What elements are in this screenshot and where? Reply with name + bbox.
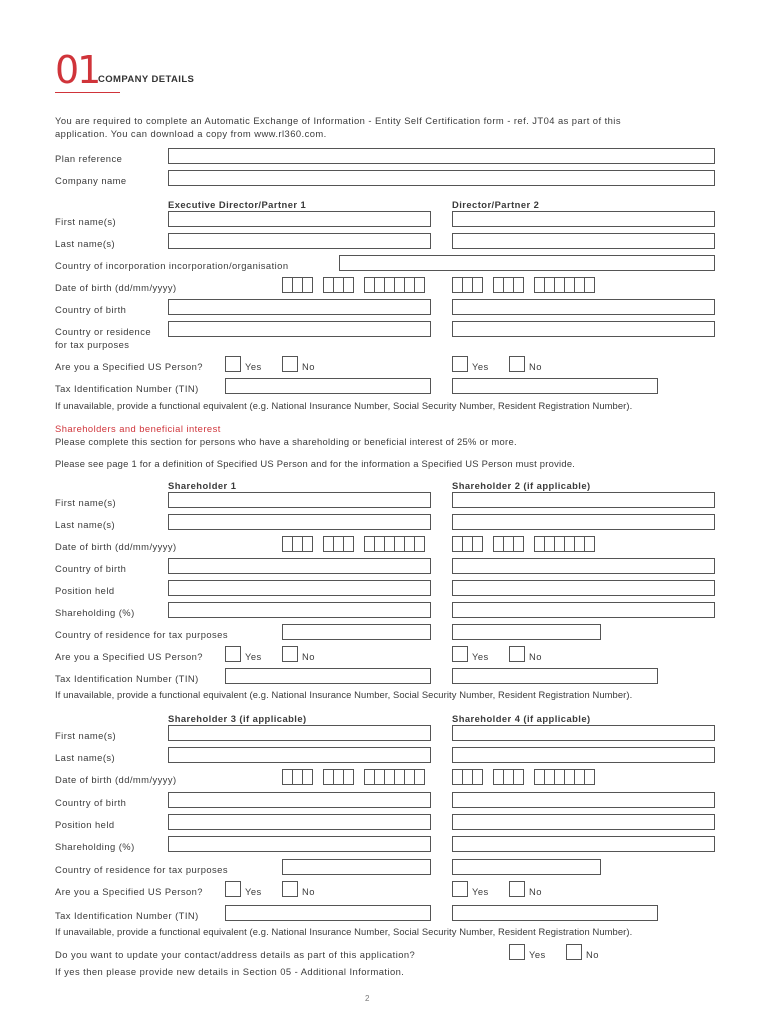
director1-first-name-input[interactable] bbox=[168, 211, 431, 227]
shareholder3-heading: Shareholder 3 (if applicable) bbox=[168, 713, 307, 724]
director1-tin-input[interactable] bbox=[225, 378, 431, 394]
update-no-checkbox[interactable] bbox=[566, 944, 582, 960]
sh1-us-no-checkbox[interactable] bbox=[282, 646, 298, 662]
sh34-shareholding-label: Shareholding (%) bbox=[55, 841, 135, 852]
sh34-tin-note: If unavailable, provide a functional equivalent (e.g. National Insurance Number, Social Security Number, Resident Registration Number). bbox=[55, 926, 633, 937]
sh4-dob-month[interactable] bbox=[493, 769, 523, 785]
country-incorporation-input[interactable] bbox=[339, 255, 715, 271]
director2-us-no-label: No bbox=[529, 361, 542, 372]
sh34-us-person-label: Are you a Specified US Person? bbox=[55, 886, 203, 897]
section-number-underline bbox=[55, 92, 120, 93]
sh4-us-yes-label: Yes bbox=[472, 886, 489, 897]
sh3-us-yes-label: Yes bbox=[245, 886, 262, 897]
sh1-last-name-input[interactable] bbox=[168, 514, 431, 530]
director2-us-yes-checkbox[interactable] bbox=[452, 356, 468, 372]
director2-last-name-input[interactable] bbox=[452, 233, 715, 249]
director-country-residence-label: Country or residence bbox=[55, 326, 152, 337]
sh1-position-input[interactable] bbox=[168, 580, 431, 596]
sh3-shareholding-input[interactable] bbox=[168, 836, 431, 852]
shareholders-heading: Shareholders and beneficial interest bbox=[55, 423, 221, 434]
sh3-dob-month[interactable] bbox=[323, 769, 353, 785]
sh4-residence-input[interactable] bbox=[452, 859, 601, 875]
intro-text-line2: application. You can download a copy from www.rl360.com. bbox=[55, 128, 327, 139]
sh2-us-yes-label: Yes bbox=[472, 651, 489, 662]
sh34-tin-label: Tax Identification Number (TIN) bbox=[55, 910, 199, 921]
sh12-first-name-label: First name(s) bbox=[55, 497, 117, 508]
sh2-us-no-label: No bbox=[529, 651, 542, 662]
sh3-position-input[interactable] bbox=[168, 814, 431, 830]
sh4-us-no-checkbox[interactable] bbox=[509, 881, 525, 897]
sh1-us-yes-label: Yes bbox=[245, 651, 262, 662]
sh3-tin-input[interactable] bbox=[225, 905, 431, 921]
director-tin-note: If unavailable, provide a functional equivalent (e.g. National Insurance Number, Social Security Number, Resident Registration Number). bbox=[55, 400, 633, 411]
update-yes-checkbox[interactable] bbox=[509, 944, 525, 960]
director2-heading: Director/Partner 2 bbox=[452, 199, 540, 210]
sh1-dob-year[interactable] bbox=[364, 536, 424, 552]
update-note: If yes then please provide new details in Section 05 - Additional Information. bbox=[55, 966, 405, 977]
company-name-input[interactable] bbox=[168, 170, 715, 186]
sh3-us-no-label: No bbox=[302, 886, 315, 897]
sh4-country-birth-input[interactable] bbox=[452, 792, 715, 808]
sh34-last-name-label: Last name(s) bbox=[55, 752, 116, 763]
sh12-tin-label: Tax Identification Number (TIN) bbox=[55, 673, 199, 684]
sh1-residence-input[interactable] bbox=[282, 624, 431, 640]
sh12-us-person-label: Are you a Specified US Person? bbox=[55, 651, 203, 662]
sh12-position-label: Position held bbox=[55, 585, 115, 596]
sh4-us-yes-checkbox[interactable] bbox=[452, 881, 468, 897]
sh2-dob-day[interactable] bbox=[452, 536, 482, 552]
sh3-us-yes-checkbox[interactable] bbox=[225, 881, 241, 897]
shareholders-intro-line2: Please see page 1 for a definition of Specified US Person and for the information a Specified US Person must provide. bbox=[55, 458, 576, 469]
sh2-us-yes-checkbox[interactable] bbox=[452, 646, 468, 662]
plan-reference-label: Plan reference bbox=[55, 153, 123, 164]
director2-us-yes-label: Yes bbox=[472, 361, 489, 372]
director-dob-label: Date of birth (dd/mm/yyyy) bbox=[55, 282, 177, 293]
director-country-birth-label: Country of birth bbox=[55, 304, 127, 315]
director2-dob-day[interactable] bbox=[452, 277, 482, 293]
sh2-first-name-input[interactable] bbox=[452, 492, 715, 508]
company-name-label: Company name bbox=[55, 175, 127, 186]
director1-us-no-checkbox[interactable] bbox=[282, 356, 298, 372]
director2-dob-month[interactable] bbox=[493, 277, 523, 293]
director-country-residence-label2: for tax purposes bbox=[55, 339, 130, 350]
sh4-tin-input[interactable] bbox=[452, 905, 658, 921]
sh2-dob-month[interactable] bbox=[493, 536, 523, 552]
sh3-residence-input[interactable] bbox=[282, 859, 431, 875]
update-question: Do you want to update your contact/address details as part of this application? bbox=[55, 949, 416, 960]
director2-us-no-checkbox[interactable] bbox=[509, 356, 525, 372]
director1-last-name-input[interactable] bbox=[168, 233, 431, 249]
sh1-shareholding-input[interactable] bbox=[168, 602, 431, 618]
shareholder4-heading: Shareholder 4 (if applicable) bbox=[452, 713, 591, 724]
page-number: 2 bbox=[365, 994, 370, 1003]
sh4-dob-year[interactable] bbox=[534, 769, 594, 785]
sh34-country-birth-label: Country of birth bbox=[55, 797, 127, 808]
director2-tin-input[interactable] bbox=[452, 378, 658, 394]
plan-reference-input[interactable] bbox=[168, 148, 715, 164]
director2-dob-year[interactable] bbox=[534, 277, 594, 293]
director1-us-yes-checkbox[interactable] bbox=[225, 356, 241, 372]
sh34-dob-label: Date of birth (dd/mm/yyyy) bbox=[55, 774, 177, 785]
sh2-residence-input[interactable] bbox=[452, 624, 601, 640]
sh4-shareholding-input[interactable] bbox=[452, 836, 715, 852]
sh34-first-name-label: First name(s) bbox=[55, 730, 117, 741]
sh3-dob-day[interactable] bbox=[282, 769, 312, 785]
sh2-position-input[interactable] bbox=[452, 580, 715, 596]
director2-country-birth-input[interactable] bbox=[452, 299, 715, 315]
sh1-us-yes-checkbox[interactable] bbox=[225, 646, 241, 662]
sh2-tin-input[interactable] bbox=[452, 668, 658, 684]
sh1-us-no-label: No bbox=[302, 651, 315, 662]
sh1-dob-day[interactable] bbox=[282, 536, 312, 552]
section-number: 01 bbox=[55, 48, 100, 92]
director1-heading: Executive Director/Partner 1 bbox=[168, 199, 307, 210]
director-us-person-label: Are you a Specified US Person? bbox=[55, 361, 203, 372]
sh34-position-label: Position held bbox=[55, 819, 115, 830]
director2-first-name-input[interactable] bbox=[452, 211, 715, 227]
director1-dob-month[interactable] bbox=[323, 277, 353, 293]
sh12-last-name-label: Last name(s) bbox=[55, 519, 116, 530]
director-tin-label: Tax Identification Number (TIN) bbox=[55, 383, 199, 394]
director1-dob-day[interactable] bbox=[282, 277, 312, 293]
intro-text-line1: You are required to complete an Automatic Exchange of Information - Entity Self Certification form - ref. JT04 as part of this bbox=[55, 115, 621, 126]
shareholders-intro-line1: Please complete this section for persons who have a shareholding or beneficial interest of 25% or more. bbox=[55, 436, 517, 447]
sh2-shareholding-input[interactable] bbox=[452, 602, 715, 618]
sh4-first-name-input[interactable] bbox=[452, 725, 715, 741]
sh1-tin-input[interactable] bbox=[225, 668, 431, 684]
update-yes-label: Yes bbox=[529, 949, 546, 960]
sh2-dob-year[interactable] bbox=[534, 536, 594, 552]
sh4-position-input[interactable] bbox=[452, 814, 715, 830]
sh4-dob-day[interactable] bbox=[452, 769, 482, 785]
director1-country-residence-input[interactable] bbox=[168, 321, 431, 337]
sh3-dob-year[interactable] bbox=[364, 769, 424, 785]
sh4-last-name-input[interactable] bbox=[452, 747, 715, 763]
sh12-shareholding-label: Shareholding (%) bbox=[55, 607, 135, 618]
sh1-first-name-input[interactable] bbox=[168, 492, 431, 508]
sh3-last-name-input[interactable] bbox=[168, 747, 431, 763]
director1-dob-year[interactable] bbox=[364, 277, 424, 293]
director1-us-no-label: No bbox=[302, 361, 315, 372]
sh12-country-birth-label: Country of birth bbox=[55, 563, 127, 574]
shareholder2-heading: Shareholder 2 (if applicable) bbox=[452, 480, 591, 491]
director1-country-birth-input[interactable] bbox=[168, 299, 431, 315]
sh2-last-name-input[interactable] bbox=[452, 514, 715, 530]
director2-country-residence-input[interactable] bbox=[452, 321, 715, 337]
sh1-dob-month[interactable] bbox=[323, 536, 353, 552]
sh12-dob-label: Date of birth (dd/mm/yyyy) bbox=[55, 541, 177, 552]
update-no-label: No bbox=[586, 949, 599, 960]
country-incorporation-label: Country of incorporation incorporation/organisation bbox=[55, 260, 289, 271]
sh2-country-birth-input[interactable] bbox=[452, 558, 715, 574]
section-title: COMPANY DETAILS bbox=[98, 74, 195, 85]
sh3-us-no-checkbox[interactable] bbox=[282, 881, 298, 897]
sh2-us-no-checkbox[interactable] bbox=[509, 646, 525, 662]
sh1-country-birth-input[interactable] bbox=[168, 558, 431, 574]
sh34-residence-label: Country of residence for tax purposes bbox=[55, 864, 228, 875]
sh12-residence-label: Country of residence for tax purposes bbox=[55, 629, 228, 640]
sh4-us-no-label: No bbox=[529, 886, 542, 897]
shareholder1-heading: Shareholder 1 bbox=[168, 480, 237, 491]
director-last-name-label: Last name(s) bbox=[55, 238, 116, 249]
director1-us-yes-label: Yes bbox=[245, 361, 262, 372]
sh3-first-name-input[interactable] bbox=[168, 725, 431, 741]
sh3-country-birth-input[interactable] bbox=[168, 792, 431, 808]
director-first-name-label: First name(s) bbox=[55, 216, 117, 227]
sh12-tin-note: If unavailable, provide a functional equivalent (e.g. National Insurance Number, Social Security Number, Resident Registration Number). bbox=[55, 689, 633, 700]
